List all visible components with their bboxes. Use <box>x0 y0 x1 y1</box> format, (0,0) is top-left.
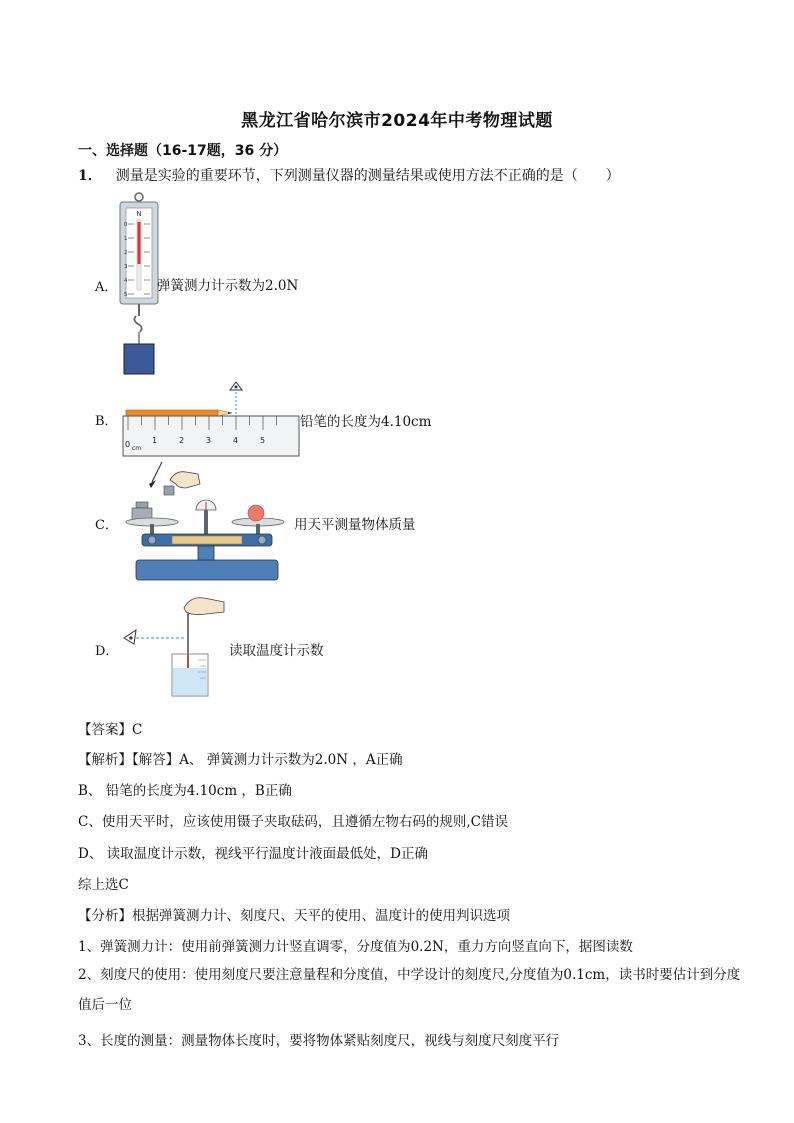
scale-tick-5: 5 <box>124 292 128 298</box>
question-number: 1． <box>78 168 102 184</box>
option-a-letter: A． <box>95 280 118 295</box>
spring-scale-figure <box>118 192 160 378</box>
option-b-letter: B． <box>95 414 118 429</box>
ruler-tick-5: 5 <box>260 436 266 445</box>
analysis-line-7: 1、弹簧测力计：使用前弹簧测力计竖直调零，分度值为0.2N，重力方向竖直向下，据图读数 <box>78 939 633 955</box>
scale-tick-1: 1 <box>124 236 128 242</box>
analysis-line-3: C、使用天平时，应该使用镊子夹取砝码，且遵循左物右码的规则,C错误 <box>78 814 508 830</box>
scale-unit-label: N <box>136 210 142 218</box>
scale-tick-4: 4 <box>124 278 128 284</box>
answer-line: 【答案】C <box>78 722 143 738</box>
option-d-caption: 读取温度计示数 <box>229 643 324 659</box>
scale-tick-3: 3 <box>124 264 128 270</box>
option-b-caption: 铅笔的长度为4.10cm <box>300 414 432 430</box>
option-a-caption: 弹簧测力计示数为2.0N <box>157 278 299 294</box>
ruler-unit: cm <box>132 445 142 452</box>
section-heading: 一、选择题（16-17题，36 分） <box>78 143 288 159</box>
scale-tick-2: 2 <box>124 250 128 256</box>
analysis-line-9: 3、长度的测量：测量物体长度时，要将物体紧贴刻度尺，视线与刻度尺刻度平行 <box>78 1033 560 1049</box>
ruler-tick-2: 2 <box>179 436 185 445</box>
option-d-letter: D． <box>95 644 119 659</box>
analysis-line-6: 【分析】根据弹簧测力计、刻度尺、天平的使用、温度计的使用判识选项 <box>78 908 510 924</box>
question-text: 测量是实验的重要环节，下列测量仪器的测量结果或使用方法不正确的是（ ） <box>115 168 620 184</box>
scale-tick-0: 0 <box>124 222 128 228</box>
analysis-line-2: B、 铅笔的长度为4.10cm ，B正确 <box>78 783 292 799</box>
page-title: 黑龙江省哈尔滨市2024年中考物理试题 <box>241 111 553 131</box>
analysis-line-8: 2、刻度尺的使用：使用刻度尺要注意量程和分度值，中学设计的刻度尺,分度值为0.1cm，读书时要估计到分度值后一位 <box>78 967 741 1013</box>
option-c-caption: 用天平测量物体质量 <box>294 517 416 533</box>
ruler-tick-1: 1 <box>152 436 158 445</box>
question-1 <box>78 165 620 185</box>
ruler-tick-4: 4 <box>233 436 239 445</box>
analysis-line-1: 【解析】【解答】A、 弹簧测力计示数为2.0N ，A正确 <box>78 752 403 768</box>
ruler-tick-0: 0 <box>125 440 131 449</box>
thermometer-figure <box>120 594 230 700</box>
option-c-letter: C． <box>95 518 118 533</box>
analysis-line-5: 综上选C <box>78 877 129 893</box>
ruler-pencil-figure <box>120 378 302 458</box>
balance-figure <box>122 460 294 586</box>
analysis-line-4: D、 读取温度计示数，视线平行温度计液面最低处，D正确 <box>78 846 428 862</box>
ruler-tick-3: 3 <box>206 436 212 445</box>
